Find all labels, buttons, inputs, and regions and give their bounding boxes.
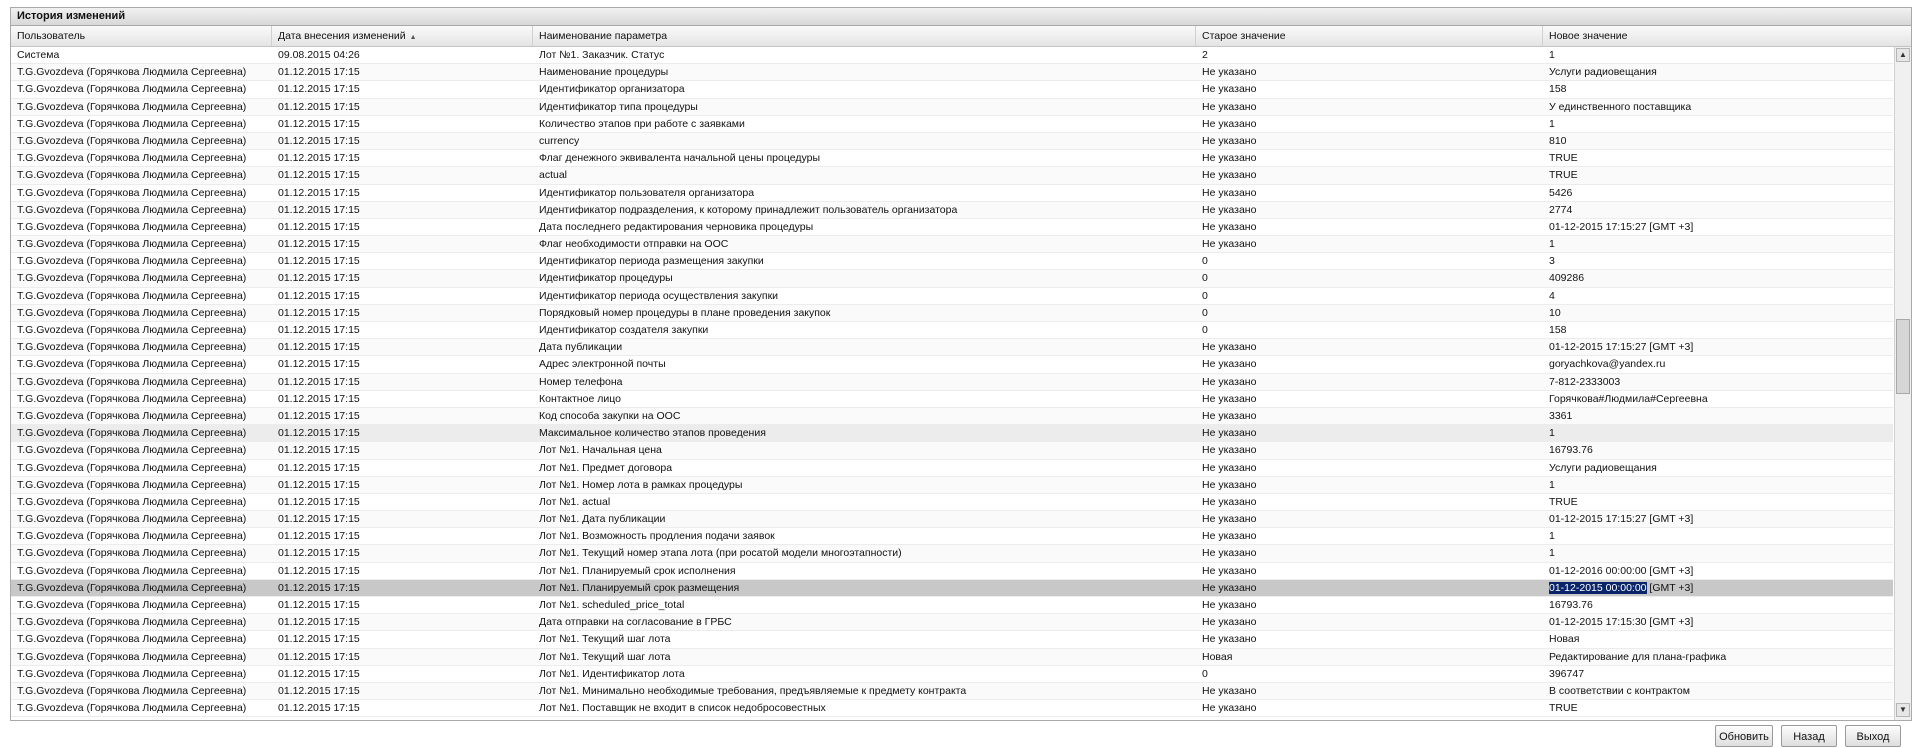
cell-date: 01.12.2015 17:15 bbox=[278, 238, 360, 251]
cell-new-value: 16793.76 bbox=[1549, 599, 1593, 611]
cell-old-value: 0 bbox=[1202, 272, 1208, 285]
table-row[interactable] bbox=[11, 47, 1893, 64]
cell-date: 01.12.2015 17:15 bbox=[278, 616, 360, 629]
table-row[interactable] bbox=[11, 288, 1893, 305]
table-row[interactable] bbox=[11, 425, 1893, 442]
cell-new-value: TRUE bbox=[1549, 169, 1578, 182]
cell-parameter: Лот №1. Текущий номер этапа лота (при росатой модели многоэтапности) bbox=[539, 547, 902, 560]
cell-new-value: 1 bbox=[1549, 117, 1555, 130]
cell-old-value: Не указано bbox=[1202, 564, 1257, 577]
cell-new-value: Редактирование для плана-графика bbox=[1549, 650, 1727, 663]
table-row[interactable] bbox=[11, 683, 1893, 700]
cell-user: T.G.Gvozdeva (Горячкова Людмила Сергеевна) bbox=[17, 289, 247, 302]
cell-user: T.G.Gvozdeva (Горячкова Людмила Сергеевна) bbox=[17, 667, 247, 680]
cell-user: T.G.Gvozdeva (Горячкова Людмила Сергеевна) bbox=[17, 547, 247, 560]
cell-date: 01.12.2015 17:15 bbox=[278, 702, 360, 715]
cell-user: T.G.Gvozdeva (Горячкова Людмила Сергеевна) bbox=[17, 134, 247, 147]
table-row[interactable] bbox=[11, 356, 1893, 373]
cell-user: T.G.Gvozdeva (Горячкова Людмила Сергеевна) bbox=[17, 581, 247, 594]
table-row[interactable] bbox=[11, 408, 1893, 425]
cell-parameter: Номер телефона bbox=[539, 375, 623, 388]
cell-new-value: 1 bbox=[1549, 427, 1555, 440]
cell-date: 01.12.2015 17:15 bbox=[278, 203, 360, 216]
cell-user: T.G.Gvozdeva (Горячкова Людмила Сергеевна) bbox=[17, 83, 247, 96]
cell-parameter: Контактное лицо bbox=[539, 392, 621, 405]
cell-old-value: Не указано bbox=[1202, 238, 1257, 251]
cell-new-value: TRUE bbox=[1549, 495, 1578, 508]
cell-parameter: Лот №1. Текущий шаг лота bbox=[539, 633, 671, 646]
table-row[interactable] bbox=[11, 700, 1893, 717]
cell-parameter: Флаг необходимости отправки на ООС bbox=[539, 238, 729, 251]
cell-date: 01.12.2015 17:15 bbox=[278, 650, 360, 663]
cell-old-value: 0 bbox=[1202, 324, 1208, 336]
table-row[interactable] bbox=[11, 339, 1893, 356]
cell-user: T.G.Gvozdeva (Горячкова Людмила Сергеевна) bbox=[17, 702, 247, 715]
cell-user: T.G.Gvozdeva (Горячкова Людмила Сергеевна) bbox=[17, 100, 247, 113]
cell-old-value: Не указано bbox=[1202, 117, 1257, 130]
column-header-date[interactable] bbox=[272, 26, 533, 46]
cell-user: T.G.Gvozdeva (Горячкова Людмила Сергеевна) bbox=[17, 650, 247, 663]
cell-parameter: Дата публикации bbox=[539, 341, 623, 354]
cell-new-value: 3 bbox=[1549, 255, 1555, 268]
grid-header bbox=[11, 26, 1911, 47]
cell-new-value: 1 bbox=[1549, 238, 1555, 251]
cell-parameter: Лот №1. scheduled_price_total bbox=[539, 599, 685, 611]
cell-old-value: Не указано bbox=[1202, 358, 1257, 371]
table-row[interactable] bbox=[11, 649, 1893, 666]
cell-date: 01.12.2015 17:15 bbox=[278, 684, 360, 697]
cell-date: 01.12.2015 17:15 bbox=[278, 599, 360, 611]
column-header-label: Пользователь bbox=[17, 30, 86, 42]
cell-user: T.G.Gvozdeva (Горячкова Людмила Сергеевна) bbox=[17, 255, 247, 268]
cell-new-value: 01-12-2015 17:15:27 [GMT +3] bbox=[1549, 513, 1694, 526]
table-row[interactable] bbox=[11, 167, 1893, 184]
cell-new-value: Услуги радиовещания bbox=[1549, 66, 1657, 79]
cell-user: T.G.Gvozdeva (Горячкова Людмила Сергеевна) bbox=[17, 306, 247, 319]
cell-user: Система bbox=[17, 49, 60, 61]
cell-parameter: Идентификатор пользователя организатора bbox=[539, 186, 755, 199]
cell-parameter: Лот №1. Номер лота в рамках процедуры bbox=[539, 478, 743, 491]
table-row[interactable] bbox=[11, 253, 1893, 270]
cell-old-value: 2 bbox=[1202, 49, 1208, 61]
cell-new-value: 5426 bbox=[1549, 186, 1573, 199]
cell-date: 01.12.2015 17:15 bbox=[278, 289, 360, 302]
scroll-down-icon[interactable]: ▼ bbox=[1896, 703, 1910, 717]
column-header-old-value[interactable] bbox=[1196, 26, 1543, 46]
cell-date: 01.12.2015 17:15 bbox=[278, 358, 360, 371]
cell-parameter: Количество этапов при работе с заявками bbox=[539, 117, 745, 130]
cell-date: 01.12.2015 17:15 bbox=[278, 186, 360, 199]
column-header-label: Новое значение bbox=[1549, 30, 1628, 42]
cell-user: T.G.Gvozdeva (Горячкова Людмила Сергеевна) bbox=[17, 478, 247, 491]
cell-date: 01.12.2015 17:15 bbox=[278, 100, 360, 113]
cell-parameter: Наименование процедуры bbox=[539, 66, 669, 79]
cell-date: 01.12.2015 17:15 bbox=[278, 152, 360, 165]
cell-new-value: 01-12-2016 00:00:00 [GMT +3] bbox=[1549, 564, 1694, 577]
cell-user: T.G.Gvozdeva (Горячкова Людмила Сергеевна) bbox=[17, 358, 247, 371]
cell-old-value: Не указано bbox=[1202, 220, 1257, 233]
cell-date: 01.12.2015 17:15 bbox=[278, 564, 360, 577]
cell-parameter: Дата последнего редактирования черновика процедуры bbox=[539, 220, 814, 233]
cell-old-value: Не указано bbox=[1202, 495, 1257, 508]
cell-new-value: 409286 bbox=[1549, 272, 1585, 285]
cell-date: 01.12.2015 17:15 bbox=[278, 392, 360, 405]
cell-user: T.G.Gvozdeva (Горячкова Людмила Сергеевна) bbox=[17, 616, 247, 629]
table-row[interactable] bbox=[11, 597, 1893, 614]
cell-date: 01.12.2015 17:15 bbox=[278, 530, 360, 543]
cell-user: T.G.Gvozdeva (Горячкова Людмила Сергеевна) bbox=[17, 152, 247, 165]
cell-date: 01.12.2015 17:15 bbox=[278, 461, 360, 474]
cell-old-value: Не указано bbox=[1202, 100, 1257, 113]
cell-date: 01.12.2015 17:15 bbox=[278, 375, 360, 388]
cell-parameter: Идентификатор периода размещения закупки bbox=[539, 255, 764, 268]
column-header-parameter[interactable] bbox=[533, 26, 1196, 46]
cell-parameter: Идентификатор создателя закупки bbox=[539, 324, 709, 336]
cell-parameter: Идентификатор организатора bbox=[539, 83, 685, 96]
cell-new-value: В соответствии с контрактом bbox=[1549, 684, 1690, 697]
table-row[interactable] bbox=[11, 322, 1893, 339]
cell-date: 01.12.2015 17:15 bbox=[278, 66, 360, 79]
table-row[interactable] bbox=[11, 442, 1893, 459]
table-row[interactable] bbox=[11, 477, 1893, 494]
cell-new-value: Горячкова#Людмила#Сергеевна bbox=[1549, 392, 1708, 405]
cell-user: T.G.Gvozdeva (Горячкова Людмила Сергеевна) bbox=[17, 513, 247, 526]
cell-date: 09.08.2015 04:26 bbox=[278, 49, 360, 61]
cell-old-value: Не указано bbox=[1202, 513, 1257, 526]
cell-user: T.G.Gvozdeva (Горячкова Людмила Сергеевна) bbox=[17, 409, 247, 422]
cell-old-value: Не указано bbox=[1202, 478, 1257, 491]
cell-new-value: TRUE bbox=[1549, 702, 1578, 715]
cell-user: T.G.Gvozdeva (Горячкова Людмила Сергеевна) bbox=[17, 564, 247, 577]
cell-new-value: TRUE bbox=[1549, 152, 1578, 165]
cell-date: 01.12.2015 17:15 bbox=[278, 478, 360, 491]
cell-old-value: Не указано bbox=[1202, 530, 1257, 543]
table-row[interactable] bbox=[11, 64, 1893, 81]
cell-old-value: Не указано bbox=[1202, 392, 1257, 405]
table-row[interactable] bbox=[11, 270, 1893, 287]
column-header-label: Старое значение bbox=[1202, 30, 1286, 42]
cell-date: 01.12.2015 17:15 bbox=[278, 667, 360, 680]
exit-button[interactable]: Выход bbox=[1845, 725, 1901, 747]
table-row[interactable] bbox=[11, 666, 1893, 683]
cell-new-value: 01-12-2015 17:15:27 [GMT +3] bbox=[1549, 220, 1694, 233]
scrollbar-thumb[interactable] bbox=[1896, 319, 1910, 394]
cell-old-value: Не указано bbox=[1202, 134, 1257, 147]
cell-old-value: 0 bbox=[1202, 306, 1208, 319]
cell-old-value: Не указано bbox=[1202, 616, 1257, 629]
cell-parameter: Идентификатор периода осуществления закупки bbox=[539, 289, 779, 302]
cell-date: 01.12.2015 17:15 bbox=[278, 427, 360, 440]
cell-date: 01.12.2015 17:15 bbox=[278, 83, 360, 96]
cell-new-value: goryachkova@yandex.ru bbox=[1549, 358, 1666, 371]
cell-old-value: Не указано bbox=[1202, 203, 1257, 216]
column-header-label: Наименование параметра bbox=[539, 30, 668, 42]
cell-parameter: Лот №1. Заказчик. Статус bbox=[539, 49, 665, 61]
column-header-new-value[interactable] bbox=[1543, 26, 1894, 46]
cell-user: T.G.Gvozdeva (Горячкова Людмила Сергеевна) bbox=[17, 117, 247, 130]
cell-user: T.G.Gvozdeva (Горячкова Людмила Сергеевна) bbox=[17, 375, 247, 388]
cell-old-value: Не указано bbox=[1202, 444, 1257, 457]
table-row[interactable] bbox=[11, 99, 1893, 116]
cell-new-value: 01-12-2015 17:15:27 [GMT +3] bbox=[1549, 341, 1694, 354]
cell-user: T.G.Gvozdeva (Горячкова Людмила Сергеевна) bbox=[17, 238, 247, 251]
cell-parameter: Идентификатор типа процедуры bbox=[539, 100, 698, 113]
table-row[interactable] bbox=[11, 494, 1893, 511]
cell-old-value: Не указано bbox=[1202, 599, 1257, 611]
table-row[interactable] bbox=[11, 614, 1893, 631]
table-row[interactable] bbox=[11, 460, 1893, 477]
cell-old-value: Не указано bbox=[1202, 581, 1257, 594]
cell-parameter: Лот №1. actual bbox=[539, 495, 611, 508]
cell-user: T.G.Gvozdeva (Горячкова Людмила Сергеевна) bbox=[17, 220, 247, 233]
cell-old-value: Не указано bbox=[1202, 66, 1257, 79]
cell-old-value: 0 bbox=[1202, 255, 1208, 268]
cell-old-value: Не указано bbox=[1202, 633, 1257, 646]
cell-new-value: 810 bbox=[1549, 134, 1567, 147]
cell-new-value bbox=[1543, 580, 1893, 596]
cell-parameter: Лот №1. Текущий шаг лота bbox=[539, 650, 671, 663]
table-row[interactable] bbox=[11, 545, 1893, 562]
cell-old-value: Не указано bbox=[1202, 409, 1257, 422]
cell-date: 01.12.2015 17:15 bbox=[278, 220, 360, 233]
cell-user: T.G.Gvozdeva (Горячкова Людмила Сергеевна) bbox=[17, 341, 247, 354]
cell-date: 01.12.2015 17:15 bbox=[278, 495, 360, 508]
table-row[interactable] bbox=[11, 631, 1893, 648]
cell-user: T.G.Gvozdeva (Горячкова Людмила Сергеевна) bbox=[17, 392, 247, 405]
cell-date: 01.12.2015 17:15 bbox=[278, 134, 360, 147]
cell-parameter: Идентификатор процедуры bbox=[539, 272, 673, 285]
panel-title: История изменений bbox=[11, 8, 1911, 26]
table-row[interactable] bbox=[11, 374, 1893, 391]
table-row[interactable] bbox=[11, 202, 1893, 219]
scroll-up-icon[interactable]: ▲ bbox=[1896, 48, 1910, 62]
column-header-label: Дата внесения изменений bbox=[278, 30, 406, 42]
cell-parameter: actual bbox=[539, 169, 568, 182]
change-history-panel bbox=[10, 7, 1912, 721]
cell-parameter: Лот №1. Дата публикации bbox=[539, 513, 666, 526]
cell-parameter: Лот №1. Планируемый срок размещения bbox=[539, 581, 740, 594]
cell-user: T.G.Gvozdeva (Горячкова Людмила Сергеевна) bbox=[17, 684, 247, 697]
cell-new-value: 1 bbox=[1549, 530, 1555, 543]
table-row[interactable] bbox=[11, 391, 1893, 408]
table-row[interactable] bbox=[11, 236, 1893, 253]
table-row[interactable] bbox=[11, 528, 1893, 545]
unselected-text: [GMT +3] bbox=[1646, 581, 1694, 594]
cell-new-value: 7-812-2333003 bbox=[1549, 375, 1621, 388]
cell-parameter: Лот №1. Поставщик не входит в список недобросовестных bbox=[539, 702, 826, 715]
cell-user: T.G.Gvozdeva (Горячкова Людмила Сергеевна) bbox=[17, 186, 247, 199]
cell-old-value: Не указано bbox=[1202, 461, 1257, 474]
cell-date: 01.12.2015 17:15 bbox=[278, 324, 360, 336]
cell-new-value: 158 bbox=[1549, 83, 1567, 96]
cell-date: 01.12.2015 17:15 bbox=[278, 169, 360, 182]
cell-parameter: Лот №1. Планируемый срок исполнения bbox=[539, 564, 736, 577]
table-row[interactable] bbox=[11, 133, 1893, 150]
cell-date: 01.12.2015 17:15 bbox=[278, 341, 360, 354]
cell-user: T.G.Gvozdeva (Горячкова Людмила Сергеевна) bbox=[17, 633, 247, 646]
cell-user: T.G.Gvozdeva (Горячкова Людмила Сергеевна) bbox=[17, 169, 247, 182]
cell-old-value: Не указано bbox=[1202, 186, 1257, 199]
column-header-user[interactable] bbox=[11, 26, 272, 46]
cell-date: 01.12.2015 17:15 bbox=[278, 272, 360, 285]
back-button[interactable]: Назад bbox=[1781, 725, 1837, 747]
cell-parameter: Дата отправки на согласование в ГРБС bbox=[539, 616, 732, 629]
table-row[interactable] bbox=[11, 511, 1893, 528]
cell-old-value: Не указано bbox=[1202, 547, 1257, 560]
cell-date: 01.12.2015 17:15 bbox=[278, 306, 360, 319]
cell-new-value: 2774 bbox=[1549, 203, 1573, 216]
cell-user: T.G.Gvozdeva (Горячкова Людмила Сергеевна) bbox=[17, 530, 247, 543]
cell-user: T.G.Gvozdeva (Горячкова Людмила Сергеевна) bbox=[17, 66, 247, 79]
cell-parameter: Код способа закупки на ООС bbox=[539, 409, 681, 422]
sort-ascending-icon: ▲ bbox=[409, 34, 417, 41]
cell-user: T.G.Gvozdeva (Горячкова Людмила Сергеевна) bbox=[17, 203, 247, 216]
cell-new-value: Новая bbox=[1549, 633, 1580, 646]
cell-user: T.G.Gvozdeva (Горячкова Людмила Сергеевна) bbox=[17, 324, 247, 336]
cell-date: 01.12.2015 17:15 bbox=[278, 409, 360, 422]
cell-date: 01.12.2015 17:15 bbox=[278, 513, 360, 526]
cell-user: T.G.Gvozdeva (Горячкова Людмила Сергеевна) bbox=[17, 599, 247, 611]
cell-new-value: 4 bbox=[1549, 289, 1555, 302]
cell-date: 01.12.2015 17:15 bbox=[278, 581, 360, 594]
table-row[interactable] bbox=[11, 81, 1893, 98]
cell-parameter: Порядковый номер процедуры в плане проведения закупок bbox=[539, 306, 831, 319]
table-row[interactable] bbox=[11, 219, 1893, 236]
cell-old-value: Не указано bbox=[1202, 375, 1257, 388]
cell-new-value: 3361 bbox=[1549, 409, 1573, 422]
selected-text: 01-12-2015 00:00:00 bbox=[1549, 581, 1647, 594]
cell-parameter: Идентификатор подразделения, к которому принадлежит пользователь организатора bbox=[539, 203, 958, 216]
cell-parameter: Адрес электронной почты bbox=[539, 358, 666, 371]
cell-new-value: 10 bbox=[1549, 306, 1561, 319]
cell-user: T.G.Gvozdeva (Горячкова Людмила Сергеевна) bbox=[17, 427, 247, 440]
cell-date: 01.12.2015 17:15 bbox=[278, 255, 360, 268]
cell-date: 01.12.2015 17:15 bbox=[278, 117, 360, 130]
cell-new-value: 158 bbox=[1549, 324, 1567, 336]
cell-old-value: Не указано bbox=[1202, 152, 1257, 165]
cell-parameter: currency bbox=[539, 134, 580, 147]
cell-old-value: Не указано bbox=[1202, 83, 1257, 96]
table-row[interactable] bbox=[11, 150, 1893, 167]
table-row[interactable] bbox=[11, 580, 1893, 597]
cell-user: T.G.Gvozdeva (Горячкова Людмила Сергеевна) bbox=[17, 272, 247, 285]
cell-user: T.G.Gvozdeva (Горячкова Людмила Сергеевна) bbox=[17, 444, 247, 457]
cell-user: T.G.Gvozdeva (Горячкова Людмила Сергеевна) bbox=[17, 495, 247, 508]
cell-old-value: Новая bbox=[1202, 650, 1233, 663]
cell-date: 01.12.2015 17:15 bbox=[278, 633, 360, 646]
vertical-scrollbar[interactable] bbox=[1894, 47, 1911, 720]
cell-parameter: Лот №1. Идентификатор лота bbox=[539, 667, 685, 680]
cell-parameter: Лот №1. Начальная цена bbox=[539, 444, 662, 457]
cell-old-value: Не указано bbox=[1202, 341, 1257, 354]
cell-parameter: Лот №1. Возможность продления подачи заявок bbox=[539, 530, 775, 543]
cell-old-value: 0 bbox=[1202, 667, 1208, 680]
cell-new-value: 396747 bbox=[1549, 667, 1585, 680]
cell-user: T.G.Gvozdeva (Горячкова Людмила Сергеевна) bbox=[17, 461, 247, 474]
table-row[interactable] bbox=[11, 116, 1893, 133]
refresh-button[interactable]: Обновить bbox=[1715, 725, 1773, 747]
cell-old-value: 0 bbox=[1202, 289, 1208, 302]
cell-new-value: 1 bbox=[1549, 49, 1555, 61]
cell-date: 01.12.2015 17:15 bbox=[278, 444, 360, 457]
cell-parameter: Флаг денежного эквивалента начальной цены процедуры bbox=[539, 152, 821, 165]
cell-parameter: Максимальное количество этапов проведения bbox=[539, 427, 766, 440]
cell-new-value: 1 bbox=[1549, 478, 1555, 491]
cell-old-value: Не указано bbox=[1202, 169, 1257, 182]
cell-parameter: Лот №1. Минимально необходимые требования, предъявляемые к предмету контракта bbox=[539, 684, 967, 697]
cell-old-value: Не указано bbox=[1202, 684, 1257, 697]
cell-new-value: 1 bbox=[1549, 547, 1555, 560]
cell-new-value: Услуги радиовещания bbox=[1549, 461, 1657, 474]
cell-parameter: Лот №1. Предмет договора bbox=[539, 461, 673, 474]
table-row[interactable] bbox=[11, 185, 1893, 202]
table-row[interactable] bbox=[11, 305, 1893, 322]
cell-new-value: У единственного поставщика bbox=[1549, 100, 1692, 113]
cell-new-value: 01-12-2015 17:15:30 [GMT +3] bbox=[1549, 616, 1694, 629]
cell-old-value: Не указано bbox=[1202, 427, 1257, 440]
cell-date: 01.12.2015 17:15 bbox=[278, 547, 360, 560]
cell-new-value: 16793.76 bbox=[1549, 444, 1593, 457]
grid-body bbox=[11, 47, 1893, 720]
table-row[interactable] bbox=[11, 563, 1893, 580]
cell-old-value: Не указано bbox=[1202, 702, 1257, 715]
